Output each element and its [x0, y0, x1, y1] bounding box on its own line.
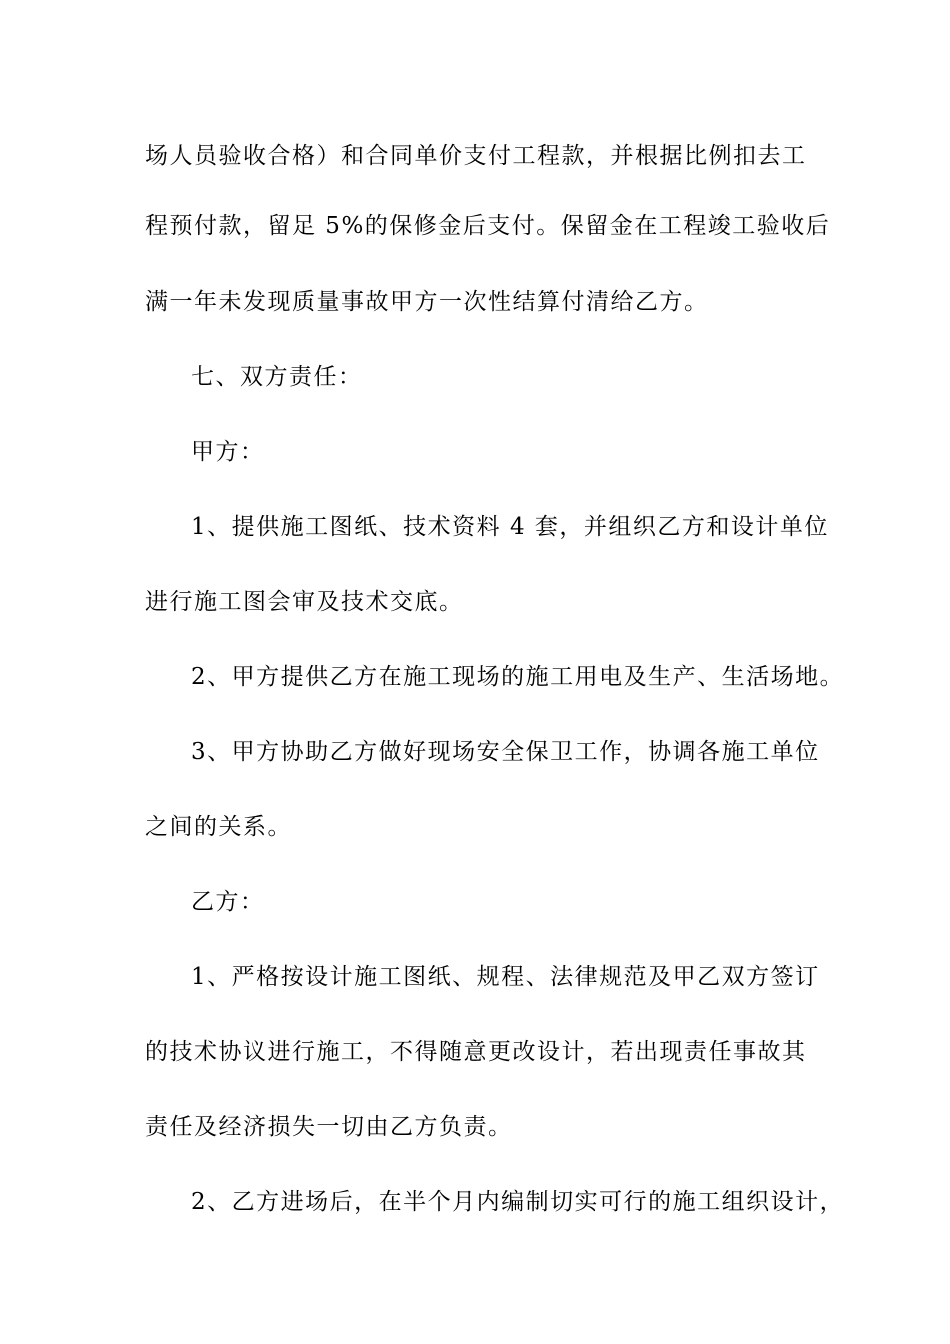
list-item: 1、严格按设计施工图纸、规程、法律规范及甲乙双方签订	[191, 964, 820, 990]
list-item: 3、甲方协助乙方做好现场安全保卫工作，协调各施工单位	[191, 739, 820, 765]
paragraph-line: 场人员验收合格）和合同单价支付工程款，并根据比例扣去工	[145, 143, 807, 169]
paragraph-line: 的技术协议进行施工，不得随意更改设计，若出现责任事故其	[145, 1039, 807, 1065]
party-heading: 乙方：	[191, 889, 265, 915]
list-item: 1、提供施工图纸、技术资料 4 套，并组织乙方和设计单位	[191, 514, 829, 540]
party-heading: 甲方：	[191, 439, 265, 465]
list-item: 2、甲方提供乙方在施工现场的施工用电及生产、生活场地。	[191, 664, 845, 690]
section-heading: 七、双方责任：	[191, 364, 363, 390]
list-item: 2、乙方进场后，在半个月内编制切实可行的施工组织设计，	[191, 1189, 845, 1215]
paragraph-line: 之间的关系。	[145, 814, 292, 840]
paragraph-line: 满一年未发现质量事故甲方一次性结算付清给乙方。	[145, 289, 709, 315]
paragraph-line: 程预付款，留足 5%的保修金后支付。保留金在工程竣工验收后	[145, 213, 831, 239]
paragraph-line: 进行施工图会审及技术交底。	[145, 589, 464, 615]
paragraph-line: 责任及经济损失一切由乙方负责。	[145, 1114, 513, 1140]
